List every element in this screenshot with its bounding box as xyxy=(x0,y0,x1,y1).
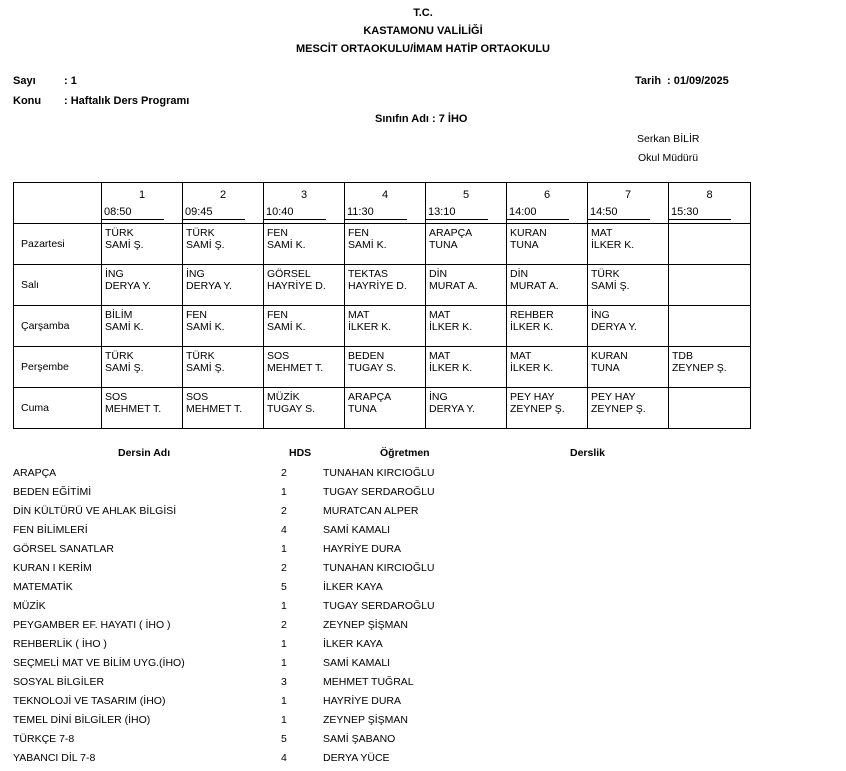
course-teacher: TUGAY SERDAROĞLU xyxy=(323,486,435,498)
course-name: SEÇMELİ MAT VE BİLİM UYG.(İHO) xyxy=(13,657,185,669)
lesson-subject: MÜZİK xyxy=(267,391,300,403)
sayi-value: : 1 xyxy=(64,75,77,87)
lesson-teacher: MEHMET T. xyxy=(105,403,162,415)
header-tc: T.C. xyxy=(413,7,433,19)
lesson-cell xyxy=(669,347,751,388)
period-number: 5 xyxy=(462,189,470,201)
lesson-subject: FEN xyxy=(186,309,207,321)
lesson-teacher: SAMİ K. xyxy=(348,239,387,251)
course-name: MÜZİK xyxy=(13,600,46,612)
col-header-hds: HDS xyxy=(289,447,312,459)
lesson-subject: TEKTAS xyxy=(348,268,389,280)
lesson-subject: REHBER xyxy=(510,309,554,321)
lesson-teacher: İLKER K. xyxy=(510,321,554,333)
lesson-subject: SOS xyxy=(105,391,128,403)
period-number: 4 xyxy=(381,189,389,201)
lesson-teacher: İLKER K. xyxy=(429,362,473,374)
lesson-cell xyxy=(183,224,264,265)
period-number: 3 xyxy=(300,189,308,201)
lesson-subject: TÜRK xyxy=(105,227,134,239)
course-hds: 1 xyxy=(281,714,287,726)
lesson-teacher: MURAT A. xyxy=(510,280,559,292)
course-name: ARAPÇA xyxy=(13,467,57,479)
lesson-subject: TÜRK xyxy=(186,227,215,239)
lesson-cell xyxy=(264,265,345,306)
lesson-teacher: İLKER K. xyxy=(429,321,473,333)
period-header xyxy=(264,183,345,224)
lesson-subject: ARAPÇA xyxy=(429,227,473,239)
lesson-subject: İNG xyxy=(429,391,448,403)
course-teacher: ZEYNEP ŞİŞMAN xyxy=(323,619,408,631)
lesson-cell xyxy=(264,224,345,265)
course-hds: 5 xyxy=(281,581,287,593)
lesson-subject: KURAN xyxy=(510,227,547,239)
lesson-cell xyxy=(669,306,751,347)
course-teacher: HAYRİYE DURA xyxy=(323,543,401,555)
course-name: SOSYAL BİLGİLER xyxy=(13,676,105,688)
period-time: 10:40 xyxy=(264,206,326,220)
lesson-cell xyxy=(183,388,264,429)
lesson-subject: PEY HAY xyxy=(510,391,555,403)
course-name: KURAN I KERİM xyxy=(13,562,92,574)
lesson-cell xyxy=(264,388,345,429)
lesson-cell xyxy=(102,224,183,265)
sayi-label: Sayı xyxy=(13,75,36,87)
lesson-teacher: İLKER K. xyxy=(510,362,554,374)
period-time: 08:50 xyxy=(102,206,164,220)
period-number: 1 xyxy=(138,189,146,201)
lesson-cell xyxy=(588,224,669,265)
course-teacher: İLKER KAYA xyxy=(323,581,383,593)
lesson-teacher: ZEYNEP Ş. xyxy=(672,362,727,374)
course-name: DİN KÜLTÜRÜ VE AHLAK BİLGİSİ xyxy=(13,505,177,517)
period-time: 09:45 xyxy=(183,206,245,220)
course-hds: 1 xyxy=(281,695,287,707)
period-header xyxy=(426,183,507,224)
period-time: 14:00 xyxy=(507,206,569,220)
lesson-cell xyxy=(183,306,264,347)
lesson-teacher: İLKER K. xyxy=(348,321,392,333)
lesson-subject: TÜRK xyxy=(186,350,215,362)
lesson-teacher: TUNA xyxy=(510,239,539,251)
lesson-teacher: HAYRİYE D. xyxy=(267,280,326,292)
course-teacher: TUGAY SERDAROĞLU xyxy=(323,600,435,612)
lesson-cell xyxy=(345,347,426,388)
lesson-teacher: DERYA Y. xyxy=(105,280,151,292)
lesson-teacher: TUNA xyxy=(591,362,620,374)
lesson-cell xyxy=(426,347,507,388)
lesson-subject: PEY HAY xyxy=(591,391,636,403)
lesson-subject: GÖRSEL xyxy=(267,268,311,280)
lesson-teacher: MURAT A. xyxy=(429,280,478,292)
lesson-cell xyxy=(669,388,751,429)
lesson-cell xyxy=(345,265,426,306)
course-teacher: SAMİ KAMALI xyxy=(323,524,391,536)
lesson-cell xyxy=(183,347,264,388)
course-hds: 5 xyxy=(281,733,287,745)
lesson-cell xyxy=(507,224,588,265)
course-name: FEN BİLİMLERİ xyxy=(13,524,88,536)
period-time: 14:50 xyxy=(588,206,650,220)
lesson-teacher: MEHMET T. xyxy=(267,362,324,374)
col-header-teacher: Öğretmen xyxy=(380,447,430,459)
course-name: GÖRSEL SANATLAR xyxy=(13,543,114,555)
lesson-cell xyxy=(102,388,183,429)
course-teacher: DERYA YÜCE xyxy=(323,752,390,764)
period-header xyxy=(669,183,751,224)
col-header-course: Dersin Adı xyxy=(118,447,171,459)
lesson-cell xyxy=(588,265,669,306)
lesson-cell xyxy=(426,224,507,265)
lesson-subject: MAT xyxy=(348,309,370,321)
lesson-cell xyxy=(183,265,264,306)
lesson-cell xyxy=(102,347,183,388)
lesson-subject: MAT xyxy=(591,227,613,239)
lesson-teacher: DERYA Y. xyxy=(429,403,475,415)
lesson-cell xyxy=(426,306,507,347)
course-teacher: MURATCAN ALPER xyxy=(323,505,419,517)
lesson-teacher: SAMİ K. xyxy=(186,321,225,333)
course-hds: 2 xyxy=(281,619,287,631)
lesson-teacher: TUGAY S. xyxy=(267,403,316,415)
course-hds: 2 xyxy=(281,562,287,574)
lesson-subject: SOS xyxy=(186,391,209,403)
signer-title: Okul Müdürü xyxy=(638,152,699,164)
course-name: REHBERLİK ( İHO ) xyxy=(13,638,107,650)
period-time: 15:30 xyxy=(669,206,731,220)
course-name: YABANCI DİL 7-8 xyxy=(13,752,96,764)
day-name: Çarşamba xyxy=(14,306,102,347)
lesson-subject: İNG xyxy=(105,268,124,280)
lesson-subject: KURAN xyxy=(591,350,628,362)
lesson-cell xyxy=(264,306,345,347)
lesson-cell xyxy=(102,306,183,347)
course-hds: 1 xyxy=(281,543,287,555)
lesson-cell xyxy=(507,347,588,388)
day-name: Perşembe xyxy=(14,347,102,388)
lesson-subject: FEN xyxy=(267,309,288,321)
lesson-cell xyxy=(426,388,507,429)
course-hds: 4 xyxy=(281,752,287,764)
lesson-subject: BEDEN xyxy=(348,350,385,362)
course-hds: 4 xyxy=(281,524,287,536)
lesson-cell xyxy=(426,265,507,306)
day-name: Cuma xyxy=(14,388,102,429)
course-teacher: MEHMET TUĞRAL xyxy=(323,676,414,688)
lesson-subject: BİLİM xyxy=(105,309,133,321)
lesson-cell xyxy=(669,265,751,306)
lesson-teacher: ZEYNEP Ş. xyxy=(591,403,646,415)
lesson-teacher: ZEYNEP Ş. xyxy=(510,403,565,415)
lesson-subject: İNG xyxy=(186,268,205,280)
course-hds: 2 xyxy=(281,505,287,517)
lesson-teacher: DERYA Y. xyxy=(591,321,637,333)
lesson-subject: TDB xyxy=(672,350,693,362)
period-header xyxy=(183,183,264,224)
lesson-cell xyxy=(507,265,588,306)
lesson-teacher: SAMİ Ş. xyxy=(591,280,630,292)
lesson-teacher: SAMİ Ş. xyxy=(105,362,144,374)
period-number: 7 xyxy=(624,189,632,201)
course-teacher: ZEYNEP ŞİŞMAN xyxy=(323,714,408,726)
lesson-cell xyxy=(264,347,345,388)
lesson-teacher: İLKER K. xyxy=(591,239,635,251)
lesson-teacher: SAMİ Ş. xyxy=(186,362,225,374)
lesson-cell xyxy=(588,306,669,347)
period-header xyxy=(507,183,588,224)
period-number: 2 xyxy=(219,189,227,201)
lesson-teacher: DERYA Y. xyxy=(186,280,232,292)
tarih-label: Tarih xyxy=(635,75,662,87)
lesson-subject: MAT xyxy=(429,309,451,321)
lesson-subject: MAT xyxy=(510,350,532,362)
lesson-teacher: TUNA xyxy=(348,403,377,415)
lesson-teacher: SAMİ Ş. xyxy=(105,239,144,251)
lesson-cell xyxy=(669,224,751,265)
lesson-subject: DİN xyxy=(510,268,529,280)
lesson-teacher: TUNA xyxy=(429,239,458,251)
lesson-subject: MAT xyxy=(429,350,451,362)
lesson-subject: TÜRK xyxy=(591,268,620,280)
period-header xyxy=(588,183,669,224)
period-header xyxy=(345,183,426,224)
day-name: Pazartesi xyxy=(14,224,102,265)
course-name: TÜRKÇE 7-8 xyxy=(13,733,75,745)
lesson-subject: ARAPÇA xyxy=(348,391,392,403)
weekly-timetable xyxy=(13,182,751,429)
period-time: 13:10 xyxy=(426,206,488,220)
lesson-teacher: SAMİ K. xyxy=(267,321,306,333)
course-teacher: TUNAHAN KIRCIOĞLU xyxy=(323,562,435,574)
lesson-subject: TÜRK xyxy=(105,350,134,362)
course-hds: 2 xyxy=(281,467,287,479)
course-hds: 1 xyxy=(281,638,287,650)
course-name: TEKNOLOJİ VE TASARIM (İHO) xyxy=(13,695,166,707)
lesson-cell xyxy=(345,224,426,265)
course-name: TEMEL DİNİ BİLGİLER (İHO) xyxy=(13,714,151,726)
course-teacher: İLKER KAYA xyxy=(323,638,383,650)
header-school-name: MESCİT ORTAOKULU/İMAM HATİP ORTAOKULU xyxy=(296,43,550,55)
course-teacher: HAYRİYE DURA xyxy=(323,695,401,707)
lesson-subject: FEN xyxy=(348,227,369,239)
lesson-cell xyxy=(588,388,669,429)
course-name: PEYGAMBER EF. HAYATI ( İHO ) xyxy=(13,619,171,631)
konu-value: : Haftalık Ders Programı xyxy=(64,95,190,107)
course-teacher: SAMİ KAMALI xyxy=(323,657,391,669)
course-name: MATEMATİK xyxy=(13,581,73,593)
tarih-value: : 01/09/2025 xyxy=(667,75,729,87)
course-teacher: TUNAHAN KIRCIOĞLU xyxy=(323,467,435,479)
lesson-cell xyxy=(507,388,588,429)
course-name: BEDEN EĞİTİMİ xyxy=(13,486,92,498)
lesson-subject: DİN xyxy=(429,268,448,280)
lesson-subject: İNG xyxy=(591,309,610,321)
course-hds: 1 xyxy=(281,486,287,498)
course-teacher: SAMİ ŞABANO xyxy=(323,733,396,745)
lesson-teacher: HAYRİYE D. xyxy=(348,280,407,292)
lesson-teacher: TUGAY S. xyxy=(348,362,397,374)
period-time: 11:30 xyxy=(345,206,407,220)
lesson-cell xyxy=(345,388,426,429)
konu-label: Konu xyxy=(13,95,42,107)
signer-name: Serkan BİLİR xyxy=(637,133,700,145)
lesson-cell xyxy=(345,306,426,347)
lesson-teacher: SAMİ K. xyxy=(105,321,144,333)
day-name: Salı xyxy=(14,265,102,306)
lesson-subject: FEN xyxy=(267,227,288,239)
lesson-cell xyxy=(588,347,669,388)
lesson-teacher: SAMİ K. xyxy=(267,239,306,251)
course-hds: 1 xyxy=(281,657,287,669)
course-hds: 3 xyxy=(281,676,287,688)
corner-cell xyxy=(14,183,102,224)
period-header xyxy=(102,183,183,224)
lesson-cell xyxy=(102,265,183,306)
class-name: Sınıfın Adı : 7 İHO xyxy=(375,113,468,125)
col-header-room: Derslik xyxy=(570,447,606,459)
lesson-teacher: SAMİ Ş. xyxy=(186,239,225,251)
lesson-teacher: MEHMET T. xyxy=(186,403,243,415)
course-hds: 1 xyxy=(281,600,287,612)
header-governorship: KASTAMONU VALİLİĞİ xyxy=(363,25,483,37)
period-number: 8 xyxy=(706,189,713,201)
period-number: 6 xyxy=(543,189,551,201)
lesson-subject: SOS xyxy=(267,350,290,362)
lesson-cell xyxy=(507,306,588,347)
